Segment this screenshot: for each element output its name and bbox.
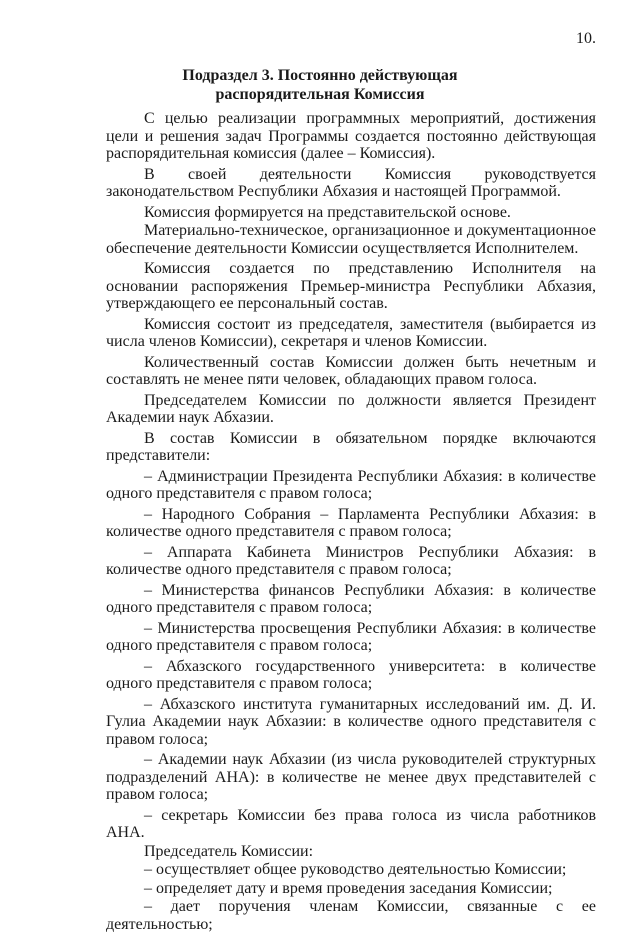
paragraph-structure: Комиссия состоит из председателя, заместителя (выбирается из числа членов Комиссии), секретаря и членов Комиссии. bbox=[106, 315, 596, 350]
section-heading-line-1: Подраздел 3. Постоянно действующая bbox=[182, 67, 458, 84]
duty-instructions: – дает поручения членам Комиссии, связанные с ее деятельностью; bbox=[106, 898, 596, 933]
list-item-humanities-institute: – Абхазского института гуманитарных исследований им. Д. И. Гулиа Академии наук Абхазии: в количестве одного представителя с правом голоса; bbox=[106, 695, 596, 748]
section-heading-line-2: распорядительная Комиссия bbox=[215, 86, 425, 103]
paragraph-composition: В состав Комиссии в обязательном порядке включаются представители: bbox=[106, 429, 596, 464]
paragraph-formation: Комиссия формируется на представительской основе. bbox=[144, 203, 511, 221]
list-item-state-university: – Абхазского государственного университета: в количестве одного представителя с правом голоса; bbox=[106, 657, 596, 692]
list-item-cabinet: – Аппарата Кабинета Министров Республики Абхазия: в количестве одного представителя с правом голоса; bbox=[106, 543, 596, 578]
paragraph-creation: Комиссия создается по представлению Исполнителя на основании распоряжения Премьер-министра Республики Абхазия, утверждающего ее персональный состав. bbox=[106, 260, 596, 312]
duty-general-management: – осуществляет общее руководство деятельностью Комиссии; bbox=[144, 861, 567, 878]
list-item-secretary: – секретарь Комиссии без права голоса из числа работников АНА. bbox=[106, 806, 596, 841]
list-item-parliament: – Народного Собрания – Парламента Республики Абхазия: в количестве одного представителя с правом голоса; bbox=[106, 505, 596, 540]
page-number: 10. bbox=[576, 30, 596, 47]
section-heading bbox=[0, 66, 640, 104]
duty-meeting-schedule: – определяет дату и время проведения заседания Комиссии; bbox=[144, 879, 553, 897]
document-body bbox=[106, 110, 596, 934]
paragraph-chairman-duties-intro: Председатель Комиссии: bbox=[144, 842, 314, 860]
list-item-presidential-administration: – Администрации Президента Республики Абхазия: в количестве одного представителя с правом голоса; bbox=[106, 467, 596, 502]
paragraph-quantity: Количественный состав Комиссии должен быть нечетным и составлять не менее пяти человек, обладающих правом голоса. bbox=[106, 353, 596, 388]
paragraph-legislation: В своей деятельности Комиссия руководствуется законодательством Республики Абхазия и настоящей Программой. bbox=[106, 165, 596, 200]
paragraph-support: Материально-техническое, организационное и документационное обеспечение деятельности Комиссии осуществляется Исполнителем. bbox=[106, 222, 596, 257]
paragraph-purpose: С целью реализации программных мероприятий, достижения цели и решения задач Программы создается постоянно действующая распорядительная комиссия (далее – Комиссия). bbox=[106, 110, 596, 162]
list-item-education-ministry: – Министерства просвещения Республики Абхазия: в количестве одного представителя с правом голоса; bbox=[106, 619, 596, 654]
paragraph-chairman: Председателем Комиссии по должности является Президент Академии наук Абхазии. bbox=[106, 391, 596, 426]
list-item-finance-ministry: – Министерства финансов Республики Абхазия: в количестве одного представителя с правом голоса; bbox=[106, 581, 596, 616]
list-item-academy-of-sciences: – Академии наук Абхазии (из числа руководителей структурных подразделений АНА): в количестве не менее двух представителей с правом голоса; bbox=[106, 751, 596, 803]
